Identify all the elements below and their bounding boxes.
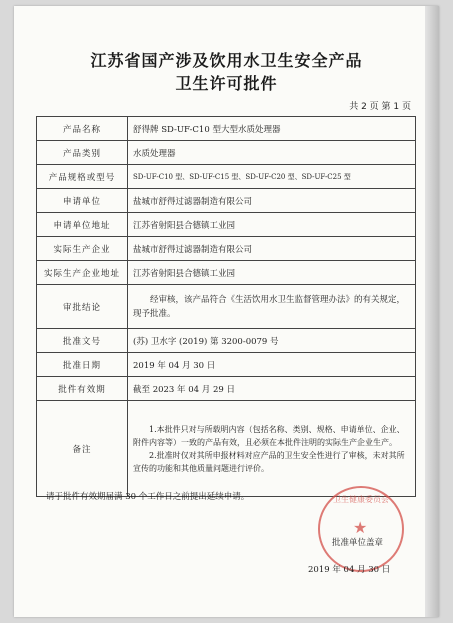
label-manufacturer: 实际生产企业: [37, 237, 128, 261]
label-validity: 批件有效期: [37, 377, 128, 401]
value-manufacturer-address: 江苏省射阳县合德镇工业园: [128, 261, 416, 285]
row-review-conclusion: [37, 285, 416, 329]
value-product-category: 水质处理器: [128, 141, 416, 165]
renewal-note: 请于批件有效期届满 30 个工作日之前提出延续申请。: [46, 492, 250, 502]
value-approval-number: (苏) 卫水字 (2019) 第 3200-0079 号: [128, 329, 416, 353]
label-manufacturer-address: 实际生产企业地址: [37, 261, 128, 285]
seal-text: 卫生健康委员会: [333, 495, 389, 504]
row-approval-date: [37, 353, 416, 377]
label-product-spec: 产品规格或型号: [37, 165, 128, 189]
row-applicant-address: [37, 213, 416, 237]
row-product-spec: [37, 165, 416, 189]
value-review-conclusion: 经审核，该产品符合《生活饮用水卫生监督管理办法》的有关规定，现予批准。: [128, 285, 416, 329]
value-remarks: [128, 401, 416, 497]
remark-item-2: 2.批准时仅对其所申报材料对应产品的卫生安全性进行了审核，未对其所宣传的功能和其他质量问题进行评价。: [133, 450, 405, 473]
row-manufacturer-address: [37, 261, 416, 285]
label-approval-number: 批准文号: [37, 329, 128, 353]
label-applicant-address: 申请单位地址: [37, 213, 128, 237]
row-product-category: [37, 141, 416, 165]
page-number: 共 2 页 第 1 页: [349, 102, 411, 112]
value-applicant-address: 江苏省射阳县合德镇工业园: [128, 213, 416, 237]
document-title-line1: 江苏省国产涉及饮用水卫生安全产品: [90, 51, 363, 70]
row-manufacturer: [37, 237, 416, 261]
row-applicant: [37, 189, 416, 213]
value-product-spec: SD-UF-C10 型、SD-UF-C15 型、SD-UF-C20 型、SD-UF-C25 型: [128, 165, 416, 189]
row-validity: [37, 377, 416, 401]
value-product-name: 舒得牌 SD-UF-C10 型大型水质处理器: [128, 117, 416, 141]
value-approval-date: 2019 年 04 月 30 日: [128, 353, 416, 377]
row-remarks: [37, 401, 416, 497]
label-applicant: 申请单位: [37, 189, 128, 213]
label-product-category: 产品类别: [37, 141, 128, 165]
label-approval-date: 批准日期: [37, 353, 128, 377]
row-product-name: [37, 117, 416, 141]
row-approval-number: [37, 329, 416, 353]
approval-form-table: [36, 116, 416, 497]
value-manufacturer: 盐城市舒得过滤器制造有限公司: [128, 237, 416, 261]
issue-date: 2019 年 04 月 30 日: [308, 565, 391, 575]
value-validity: 截至 2023 年 04 月 29 日: [128, 377, 416, 401]
label-remarks: 备注: [37, 401, 128, 497]
value-applicant: 盐城市舒得过滤器制造有限公司: [128, 189, 416, 213]
seal-star-icon: ★: [353, 518, 368, 537]
remark-item-1: 1.本批件只对与所载明内容（包括名称、类别、规格、申请单位、企业、附件内容等）一致的产品有效，且必须在本批件注明的实际生产企业生产。: [133, 424, 405, 447]
label-product-name: 产品名称: [37, 117, 128, 141]
label-review-conclusion: 审批结论: [37, 285, 128, 329]
issuer-stamp-label: 批准单位盖章: [332, 538, 384, 548]
document-page: [14, 6, 439, 617]
page-edge: [425, 6, 439, 617]
official-seal: [318, 486, 404, 572]
document-title-line2: 卫生许可批件: [175, 74, 278, 93]
